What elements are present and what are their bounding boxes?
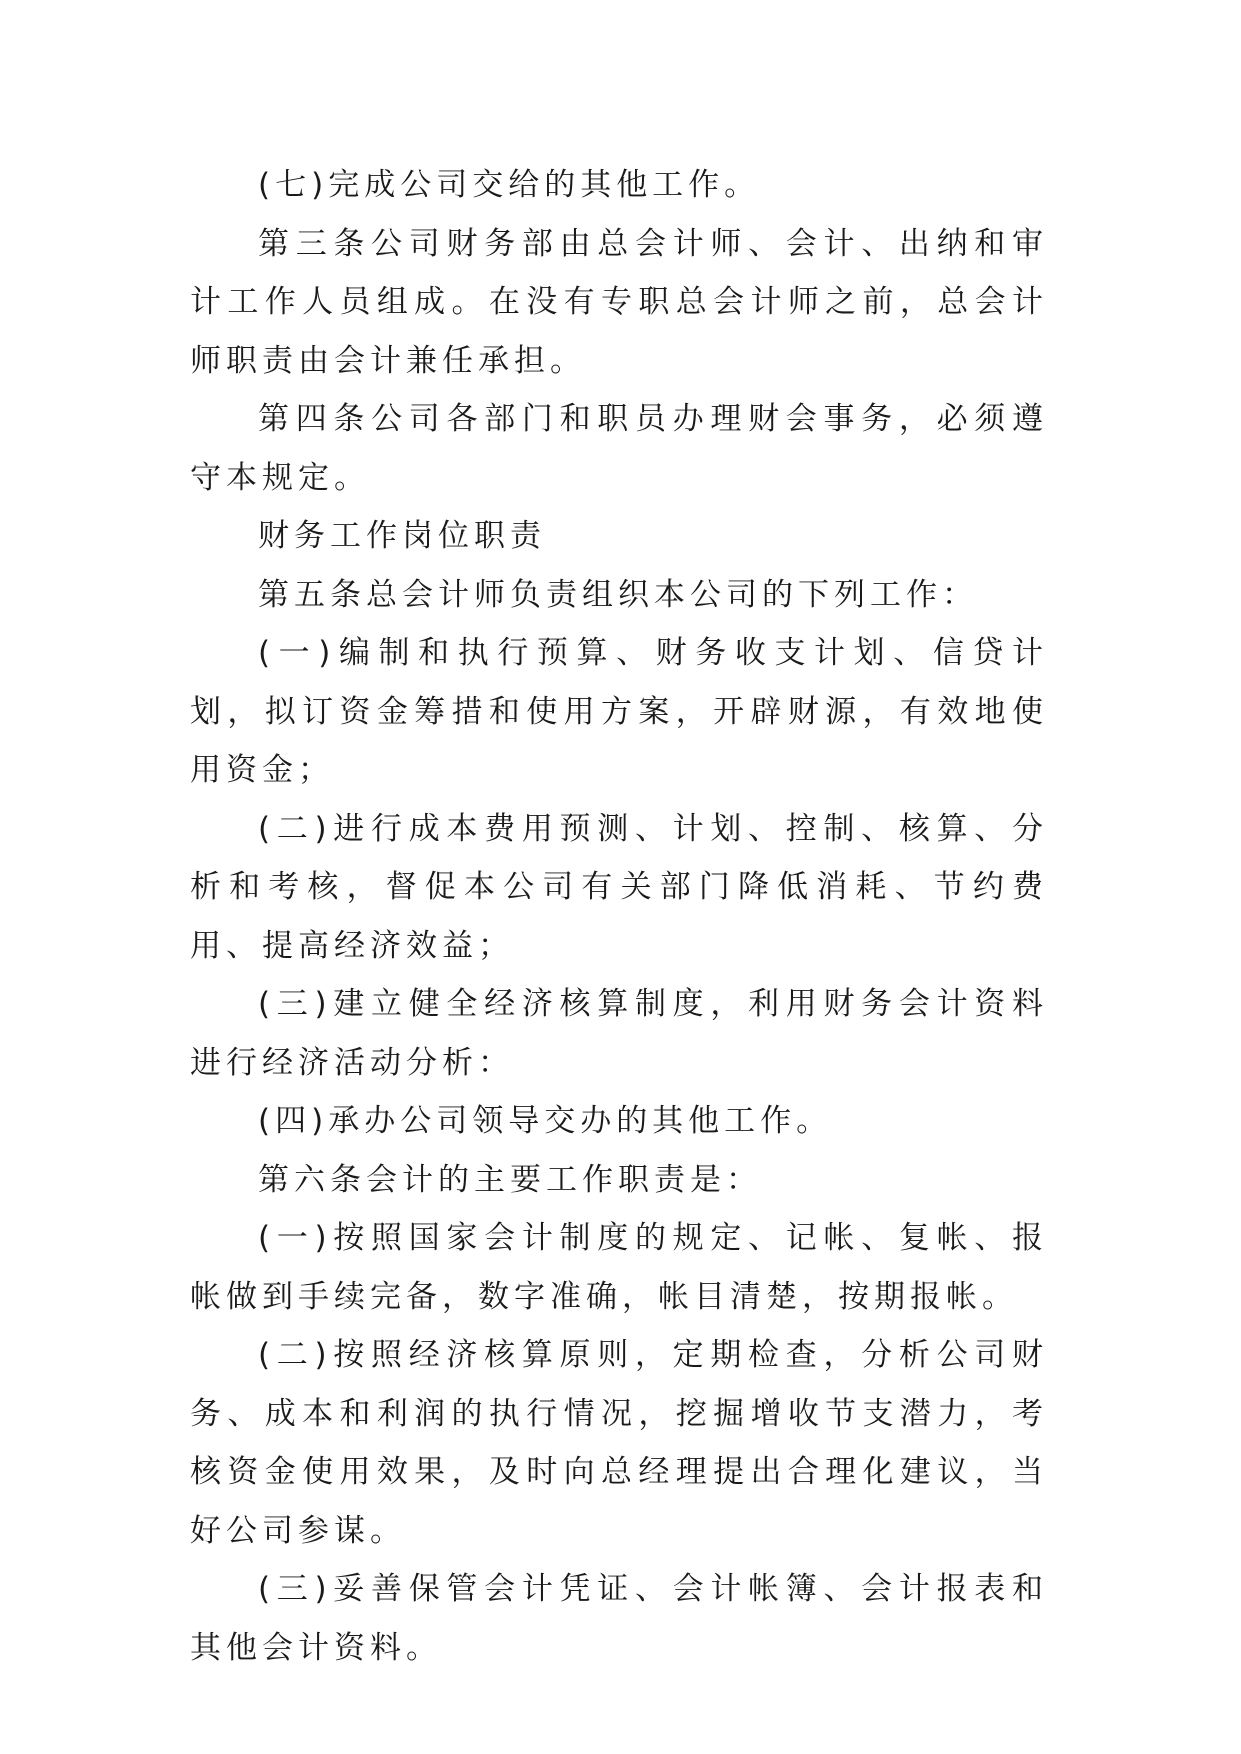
article-6-item-3: (三)妥善保管会计凭证、会计帐簿、会计报表和其他会计资料。	[190, 1571, 1048, 1666]
article-3-paragraph: 第三条公司财务部由总会计师、会计、出纳和审计工作人员组成。在没有专职总会计师之前，总会计师职责由会计兼任承担。	[190, 225, 1048, 379]
article-5-item-4: (四)承办公司领导交办的其他工作。	[258, 1103, 833, 1139]
article-5-paragraph: 第五条总会计师负责组织本公司的下列工作：	[258, 576, 978, 613]
article-5-item-1: (一)编制和执行预算、财务收支计划、信贷计划，拟订资金筹措和使用方案，开辟财源，有效地使用资金；	[190, 635, 1048, 788]
article-4-paragraph: 第四条公司各部门和职员办理财会事务，必须遵守本规定。	[190, 401, 1048, 496]
article-5-item-3: (三)建立健全经济核算制度，利用财务会计资料进行经济活动分析：	[190, 986, 1048, 1081]
paragraph-item-7: (七)完成公司交给的其他工作。	[258, 167, 761, 203]
section-heading: 财务工作岗位职责	[258, 518, 546, 554]
article-6-item-2: (二)按照经济核算原则，定期检查，分析公司财务、成本和利润的执行情况，挖掘增收节支潜力，考核资金使用效果，及时向总经理提出合理化建议，当好公司参谋。	[190, 1337, 1048, 1549]
article-5-item-2: (二)进行成本费用预测、计划、控制、核算、分析和考核，督促本公司有关部门降低消耗、节约费用、提高经济效益；	[190, 810, 1048, 964]
document-body	[190, 156, 1048, 1677]
article-6-paragraph: 第六条会计的主要工作职责是：	[258, 1161, 762, 1198]
article-6-item-1: (一)按照国家会计制度的规定、记帐、复帐、报帐做到手续完备，数字准确，帐目清楚，按期报帐。	[190, 1220, 1048, 1315]
